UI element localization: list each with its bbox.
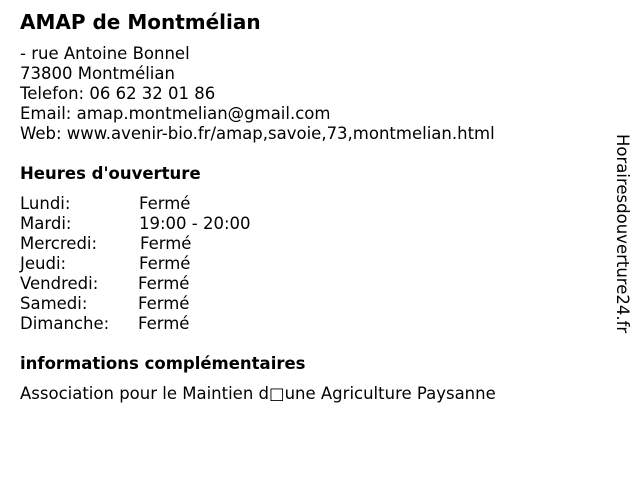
website-line: Web: www.avenir-bio.fr/amap,savoie,73,montmelian.html (20, 124, 495, 143)
contact-block (20, 44, 495, 144)
hours-value: Fermé (140, 234, 192, 253)
hours-value: Fermé (139, 194, 191, 213)
day-label: Samedi: (20, 294, 88, 313)
address-street: - rue Antoine Bonnel (20, 44, 190, 63)
address-city: 73800 Montmélian (20, 64, 175, 83)
day-label: Lundi: (20, 194, 71, 213)
hours-value: Fermé (138, 274, 190, 293)
day-label: Dimanche: (20, 314, 110, 333)
additional-info-heading: informations complémentaires (20, 354, 306, 373)
opening-hours-heading: Heures d'ouverture (20, 164, 201, 183)
watermark-text: Horairesdouverture24.fr (613, 134, 632, 334)
day-label: Mercredi: (20, 234, 98, 253)
business-name: AMAP de Montmélian (20, 10, 261, 34)
additional-info-text: Association pour le Maintien d□une Agriculture Paysanne (20, 384, 496, 403)
hours-value: Fermé (138, 294, 190, 313)
email-line: Email: amap.montmelian@gmail.com (20, 104, 331, 123)
phone-line: Telefon: 06 62 32 01 86 (20, 84, 216, 103)
day-label: Vendredi: (20, 274, 99, 293)
hours-value: Fermé (138, 314, 190, 333)
hours-value: 19:00 - 20:00 (139, 214, 251, 233)
hours-value: Fermé (139, 254, 191, 273)
day-label: Jeudi: (20, 254, 67, 273)
day-label: Mardi: (20, 214, 72, 233)
